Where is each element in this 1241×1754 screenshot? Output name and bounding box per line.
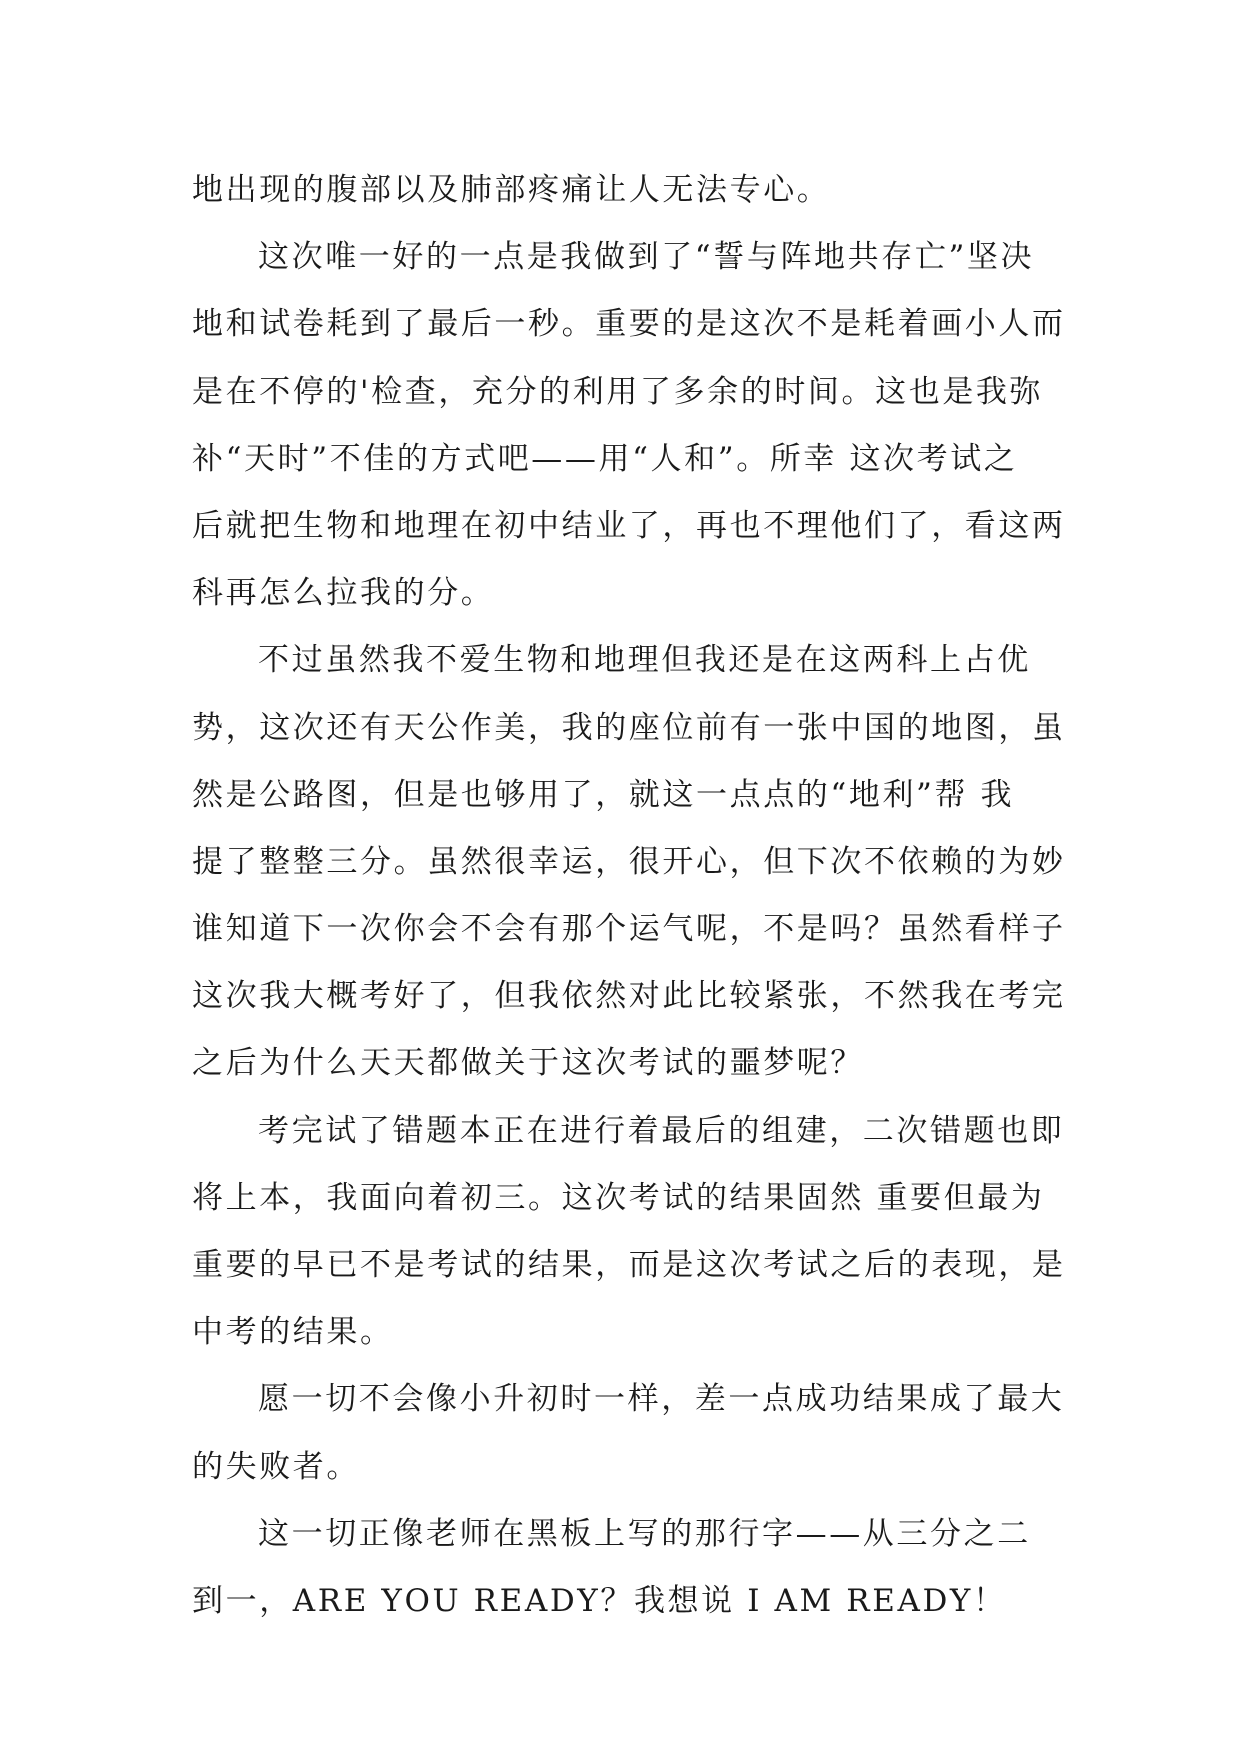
essay-line: 科再怎么拉我的分。 [192, 575, 495, 612]
essay-line: 的失败者。 [192, 1448, 360, 1485]
essay-body [192, 157, 1072, 1635]
essay-line: 到一，ARE YOU READY？我想说 I AM READY！ [192, 1582, 1007, 1619]
essay-line: 这次我大概考好了，但我依然对此比较紧张，不然我在考完 [192, 978, 1066, 1015]
essay-line: 考完试了错题本正在进行着最后的组建，二次错题也即 [258, 1112, 1065, 1149]
essay-line: 中考的结果。 [192, 1314, 394, 1351]
essay-line: 是在不停的'检查，充分的利用了多余的时间。这也是我弥 [192, 373, 1044, 410]
essay-line: 地出现的腹部以及肺部疼痛让人无法专心。 [192, 172, 831, 208]
essay-line: 提了整整三分。虽然很幸运，很开心，但下次不依赖的为妙 [192, 843, 1066, 880]
essay-line: 之后为什么天天都做关于这次考试的噩梦呢？ [192, 1045, 864, 1082]
essay-line: 将上本，我面向着初三。这次考试的结果固然 重要但最为 [192, 1179, 1045, 1216]
essay-line: 这一切正像老师在黑板上写的那行字——从三分之二 [258, 1515, 1031, 1552]
essay-line: 势，这次还有天公作美，我的座位前有一张中国的地图，虽 [192, 709, 1066, 746]
essay-line: 补“天时”不佳的方式吧——用“人和”。所幸 这次考试之 [192, 440, 1018, 477]
essay-line: 后就把生物和地理在初中结业了，再也不理他们了，看这两 [192, 507, 1066, 544]
essay-line: 地和试卷耗到了最后一秒。重要的是这次不是耗着画小人而 [192, 306, 1066, 343]
essay-line: 然是公路图，但是也够用了，就这一点点的“地利”帮 我 [192, 776, 1015, 813]
essay-line: 谁知道下一次你会不会有那个运气呢，不是吗？虽然看样子 [192, 911, 1066, 948]
essay-line: 不过虽然我不爱生物和地理但我还是在这两科上占优 [258, 642, 1031, 679]
essay-line: 这次唯一好的一点是我做到了“誓与阵地共存亡”坚决 [258, 239, 1035, 276]
essay-line: 愿一切不会像小升初时一样，差一点成功结果成了最大 [258, 1381, 1065, 1418]
essay-line: 重要的早已不是考试的结果，而是这次考试之后的表现，是 [192, 1247, 1066, 1283]
